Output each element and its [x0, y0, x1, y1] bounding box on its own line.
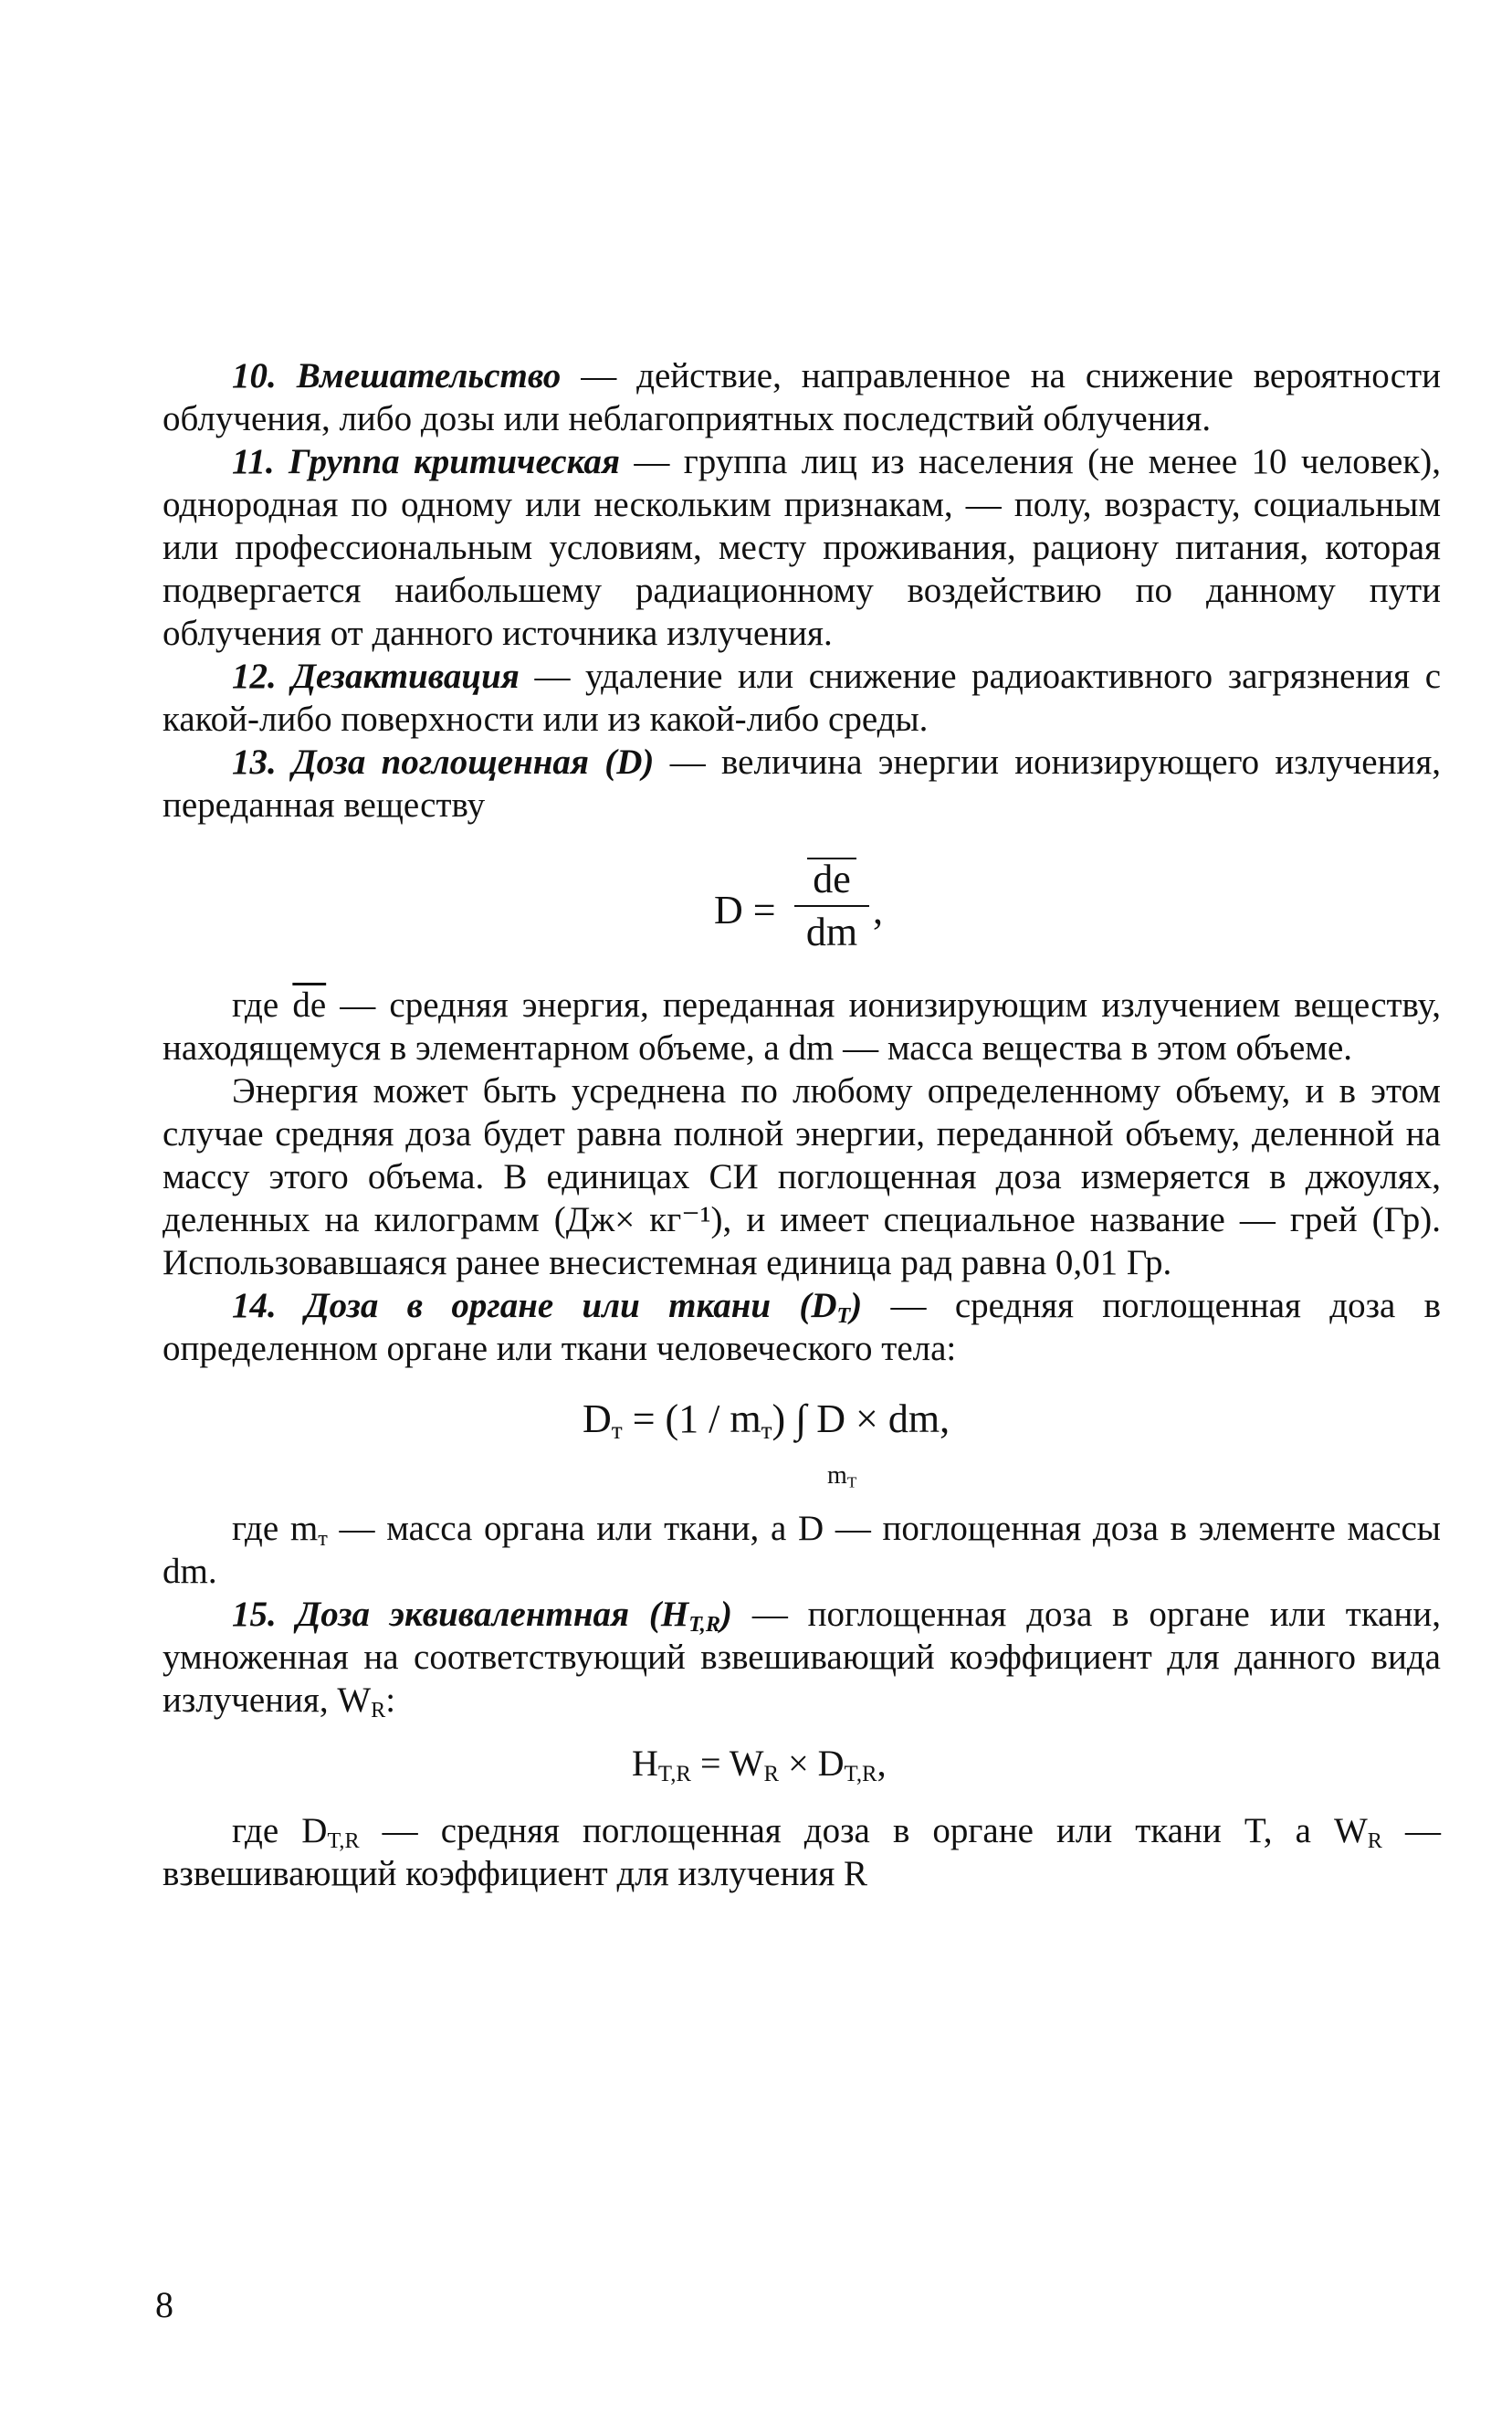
formula-lhs: D =: [714, 888, 776, 932]
formula-explanation-2: где $m_т$ — масса органа или ткани, а D — поглощенная доза в элементе массы dm.: [163, 1509, 1441, 1591]
formula-expression: $H_{T,R} = W_R \times D_{T,R}$,: [632, 1743, 887, 1787]
integral-lower-limit: $m_T$: [827, 1461, 857, 1491]
page-number: 8: [155, 2284, 173, 2325]
formula-equivalent-dose: [163, 1722, 1441, 1809]
definition-10: [163, 354, 1441, 440]
where-word: где: [232, 985, 293, 1025]
definition-14: [163, 1284, 1441, 1370]
document-body: [163, 354, 1441, 1895]
term-title: 11. Группа критическая: [232, 442, 620, 481]
formula-comma: ,: [873, 888, 883, 932]
definition-13: [163, 741, 1441, 827]
formula-absorbed-dose: [163, 827, 1441, 984]
formula-explanation: [163, 984, 1441, 1069]
definition-12: [163, 655, 1441, 741]
definition-text: — средняя поглощенная доза в определенном органе или ткани человеческого тела:: [163, 1286, 1441, 1368]
fraction-numerator: [794, 854, 869, 907]
term-title: 15. Доза эквивалентная $(H_{T,R})$: [232, 1595, 732, 1638]
term-title: 14. Доза в органе или ткани $(D_T)$: [232, 1286, 863, 1329]
term-title: 10. Вмешательство: [232, 356, 562, 395]
formula-organ-dose: [163, 1370, 1441, 1507]
formula-explanation-3: где $D_{T,R}$ — средняя поглощенная доза в органе или ткани T, а $W_R$ — взвешивающий коэффициент для излучения R: [163, 1811, 1442, 1893]
definition-text: — величина энергии ионизирующего излучения, переданная веществу: [163, 743, 1442, 825]
fraction-denominator: dm: [805, 910, 858, 954]
energy-paragraph: Энергия может быть усреднена по любому определенному объему, и в этом случае средняя доза будет равна полной энергии, переданной объему, деленной на массу этого объема. В единицах СИ поглощенная доза измеряется в джоулях, деленных на килограмм (Дж× кг⁻¹), и имеет специальное название — грей (Гр). Использовавшаяся ранее внесистемная единица рад равна 0,01 Гр.: [163, 1071, 1441, 1282]
definition-11: [163, 440, 1441, 655]
definition-text: — действие, направленное на снижение вероятности облучения, либо дозы или неблагоприятных последствий облучения.: [163, 356, 1441, 438]
formula-fraction: [794, 854, 869, 958]
numerator-text: de: [813, 857, 851, 901]
mean-energy-symbol: $\overline{de}$: [292, 985, 327, 1025]
definition-text: — группа лиц из населения (не менее 10 человек), однородная по одному или нескольким признакам, — полу, возрасту, социальным или профессиональным условиям, месту проживания, рациону питания, которая подвергается наибольшему радиационному воздействию по данному пути облучения от данного источника излучения.: [163, 442, 1441, 653]
term-title: 13. Доза поглощенная (D): [232, 743, 655, 782]
definition-text: — удаление или снижение радиоактивного загрязнения с какой-либо поверхности или из какой-либо среды.: [163, 657, 1442, 739]
term-title: 12. Дезактивация: [232, 657, 520, 696]
definition-15: 15. Доза эквивалентная $(H_{T,R})$ — поглощенная доза в органе или ткани, умноженная на соответствующий взвешивающий коэффициент для данного вида излучения, $W_R$:: [163, 1595, 1441, 1723]
formula-expression: $D_т = (1 / m_т)$ ∫ D × dm,: [583, 1396, 950, 1444]
explanation-text: — средняя энергия, переданная ионизирующим излучением веществу, находящемуся в элементарном объеме, а dm — масса вещества в этом объеме.: [163, 985, 1441, 1068]
